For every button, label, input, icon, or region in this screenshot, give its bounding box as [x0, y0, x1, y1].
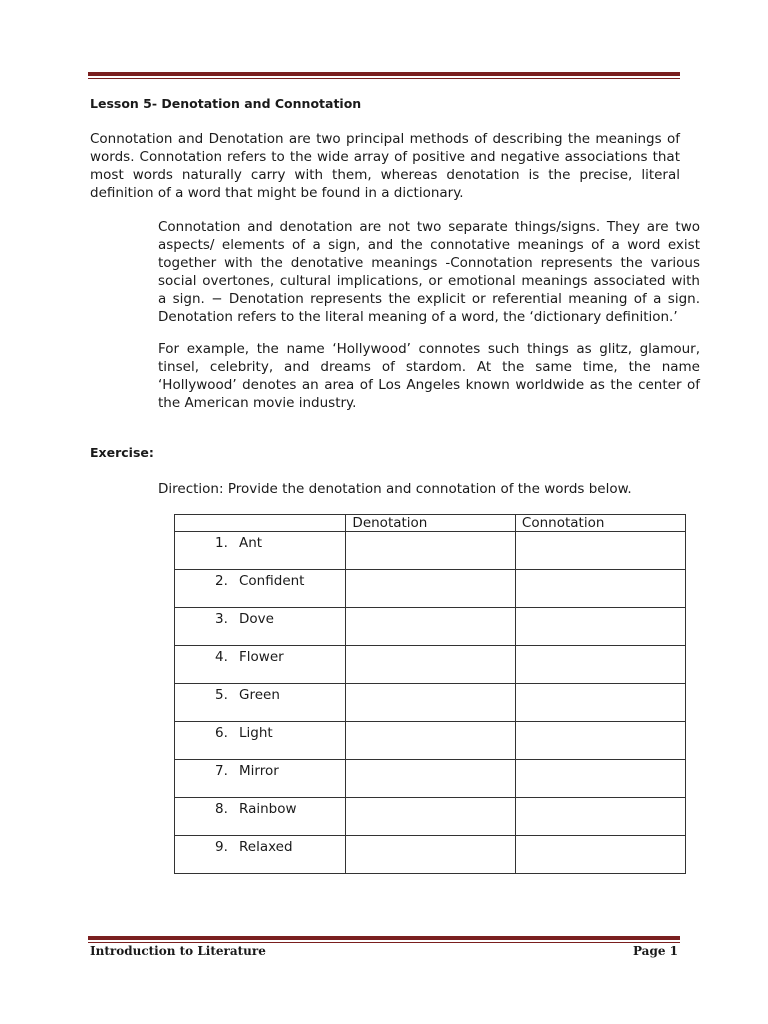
- header-rule: [88, 72, 680, 79]
- table-row: [175, 570, 686, 608]
- table-row: [175, 722, 686, 760]
- connotation-answer-cell[interactable]: [515, 570, 685, 608]
- item-number: 5.: [215, 687, 228, 703]
- denotation-answer-cell[interactable]: [346, 608, 515, 646]
- definition-paragraph: Connotation and denotation are not two separate things/signs. They are two aspects/ elements of a sign, and the connotative meanings of a word exist together with the denotative meanings -Connotation represents the various social overtones, cultural implications, or emotional meanings associated with a sign. − Denotation represents the explicit or referential meaning of a sign. Denotation refers to the literal meaning of a word, the ‘dictionary definition.’: [158, 219, 700, 325]
- connotation-answer-cell[interactable]: [515, 532, 685, 570]
- table-row: [175, 760, 686, 798]
- item-number: 3.: [215, 611, 228, 627]
- denotation-answer-cell[interactable]: [346, 646, 515, 684]
- item-number: 7.: [215, 763, 228, 779]
- word-cell: [175, 722, 346, 760]
- word-cell: [175, 608, 346, 646]
- header-denotation: Denotation: [346, 515, 515, 532]
- denotation-answer-cell[interactable]: [346, 532, 515, 570]
- item-word: Rainbow: [239, 801, 297, 817]
- item-number: 6.: [215, 725, 228, 741]
- word-cell: [175, 836, 346, 874]
- item-word: Relaxed: [239, 839, 293, 855]
- table-row: [175, 836, 686, 874]
- connotation-answer-cell[interactable]: [515, 836, 685, 874]
- exercise-direction: Direction: Provide the denotation and connotation of the words below.: [158, 481, 632, 497]
- connotation-answer-cell[interactable]: [515, 646, 685, 684]
- item-number: 4.: [215, 649, 228, 665]
- word-cell: [175, 646, 346, 684]
- table-row: [175, 532, 686, 570]
- denotation-answer-cell[interactable]: [346, 836, 515, 874]
- table-row: [175, 646, 686, 684]
- word-cell: [175, 684, 346, 722]
- denotation-answer-cell[interactable]: [346, 684, 515, 722]
- word-cell: [175, 570, 346, 608]
- lesson-title: Lesson 5- Denotation and Connotation: [90, 96, 362, 111]
- item-word: Light: [239, 725, 273, 741]
- item-word: Green: [239, 687, 280, 703]
- word-cell: [175, 532, 346, 570]
- header-connotation: Connotation: [515, 515, 685, 532]
- denotation-answer-cell[interactable]: [346, 760, 515, 798]
- item-number: 9.: [215, 839, 228, 855]
- denotation-answer-cell[interactable]: [346, 570, 515, 608]
- item-number: 8.: [215, 801, 228, 817]
- item-word: Ant: [239, 535, 263, 551]
- item-word: Mirror: [239, 763, 279, 779]
- footer-rule: [88, 936, 680, 943]
- exercise-table: [174, 514, 686, 874]
- header-word: [175, 515, 346, 532]
- item-number: 1.: [215, 535, 228, 551]
- item-number: 2.: [215, 573, 228, 589]
- connotation-answer-cell[interactable]: [515, 684, 685, 722]
- connotation-answer-cell[interactable]: [515, 608, 685, 646]
- denotation-answer-cell[interactable]: [346, 722, 515, 760]
- table-header-row: [175, 515, 686, 532]
- item-word: Confident: [239, 573, 305, 589]
- intro-paragraph: Connotation and Denotation are two principal methods of describing the meanings of words. Connotation refers to the wide array of positive and negative associations that most words naturally carry with them, whereas denotation is the precise, literal definition of a word that might be found in a dictionary.: [90, 131, 680, 201]
- connotation-answer-cell[interactable]: [515, 798, 685, 836]
- table-row: [175, 798, 686, 836]
- denotation-answer-cell[interactable]: [346, 798, 515, 836]
- connotation-answer-cell[interactable]: [515, 760, 685, 798]
- table-row: [175, 684, 686, 722]
- footer-course-title: Introduction to Literature: [90, 944, 266, 958]
- example-paragraph: For example, the name ‘Hollywood’ connotes such things as glitz, glamour, tinsel, celebrity, and dreams of stardom. At the same time, the name ‘Hollywood’ denotes an area of Los Angeles known worldwide as the center of the American movie industry.: [158, 341, 700, 411]
- item-word: Flower: [239, 649, 284, 665]
- exercise-heading: Exercise:: [90, 445, 154, 460]
- table-row: [175, 608, 686, 646]
- item-word: Dove: [239, 611, 274, 627]
- connotation-answer-cell[interactable]: [515, 722, 685, 760]
- footer-page-number: Page 1: [632, 944, 678, 958]
- word-cell: [175, 760, 346, 798]
- word-cell: [175, 798, 346, 836]
